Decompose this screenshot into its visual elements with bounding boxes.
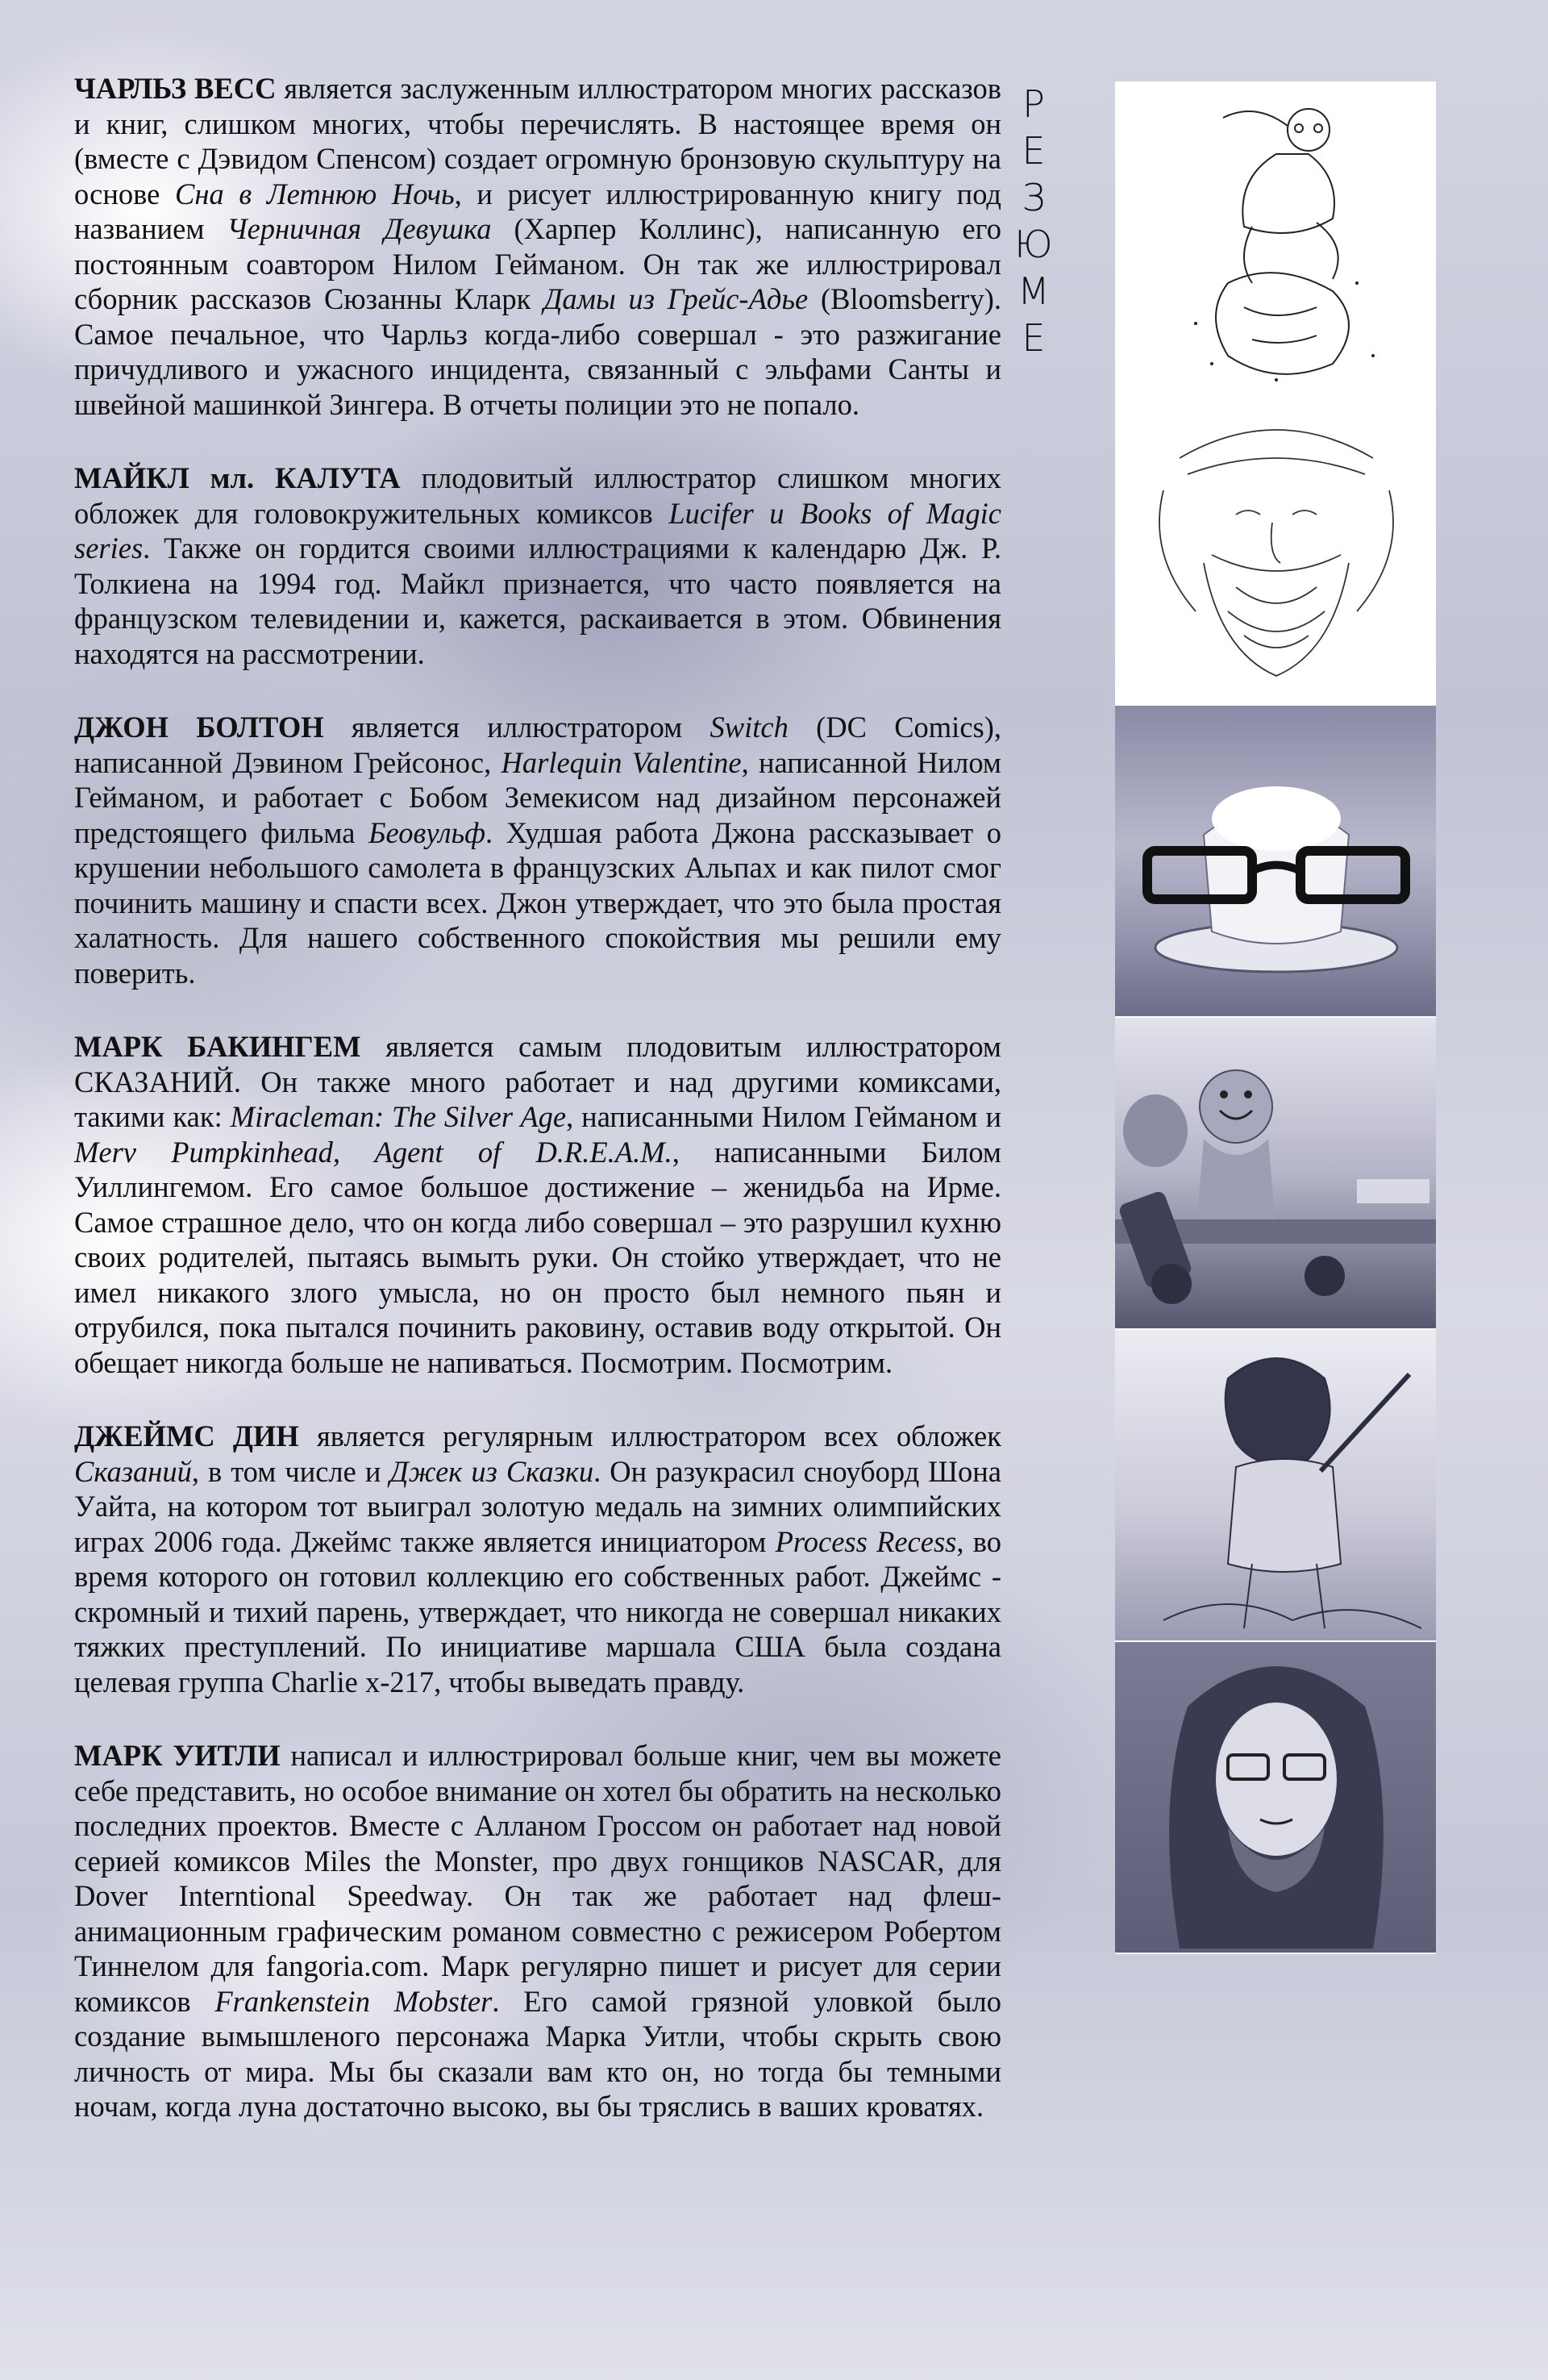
title-letter: Р [1022,82,1045,126]
bio-artist-name: МАЙКЛ мл. КАЛУТА [74,461,401,494]
bio-work-title: Черничная Девушка [227,212,492,245]
bio-text: является иллюстратором [323,711,710,744]
bio-text: , написанными Нилом Гейманом и [566,1100,1002,1133]
bio-text: . Худшая работа Джона рассказывает о крушении небольшого самолета в французских Альпах и как пилот смог починить машину и спасти всех. Джон утверждает, что это была простая халатность. Для нашего собственного спокойствия мы решили ему поверить. [74,815,1001,990]
portrait-mark-wheatley [1115,1642,1436,1954]
bio-artist-name: ЧАРЛЬЗ ВЕСС [74,72,277,105]
title-letter: Е [1022,129,1046,173]
bio-artist-name: МАРК БАКИНГЕМ [74,1030,361,1063]
bio-text: , и рисует иллюстрированную книгу под названием [74,177,1001,245]
bio-text: . Его самой грязной уловкой было создание вымышленого персонажа Марка Уитли, чтобы скрыть свою личность от мира. Мы бы сказали вам кто он, но тогда бы темными ночам, когда луна достаточно высоко, вы бы тряслись в ваших кроватях. [74,1984,1001,2123]
sketch-bearded-man-icon [1115,394,1436,704]
bio-text: плодовитый иллюстратор слишком многих обложек для головокружительных комиксов [74,461,1001,530]
bio-paragraph [74,1029,1001,1380]
title-letter: Е [1022,316,1046,360]
bio-text: (Харпер Коллинс), написанную его постоянным соавтором Нилом Гейманом. Он так же иллюстрировал сборник рассказов Сюзанны Кларк [74,212,1001,315]
bio-work-title: Process Recess [775,1524,957,1558]
bio-work-title: Джек из Сказки [389,1454,594,1488]
bio-text: , в том числе и [191,1454,390,1488]
bio-artist-name: ДЖОН БОЛТОН [74,711,324,744]
bio-work-title: Дамы из Грейс-Адье [543,282,809,315]
bio-text: является заслуженным иллюстратором многих рассказов и книг, слишком многих, чтобы перечислять. В настоящее время он (вместе с Дэвидом Спенсом) создает огромную бронзовую скульптуру на основе [74,72,1001,210]
bio-paragraph [74,1738,1001,2124]
bio-paragraph [74,1419,1001,1699]
bio-text: является самым плодовитым иллюстратором СКАЗАНИЙ. Он также много работает и над другими комиксами, такими как: [74,1030,1001,1133]
bio-paragraph [74,461,1001,671]
bio-text: , написанными Билом Уиллингемом. Его самое большое достижение – женидьба на Ирме. Самое страшное дело, что он когда либо совершал – это разрушил кухню своих родителей, пытаясь вымыть руки. Он стойко утверждает, что не имел никакого злого умысла, но он просто был немного пьян и отрубился, пока пытался починить раковину, оставив воду открытой. Он обещает никогда больше не напиваться. Посмотрим. Посмотрим. [74,1135,1002,1379]
teacup-glasses-photo-icon [1115,706,1436,1016]
title-letter: Ю [1014,223,1053,266]
portrait-michael-kaluta [1115,394,1436,706]
bio-paragraph [74,71,1001,422]
bio-text: , во время которого он готовил коллекцию его собственных работ. Джеймс - скромный и тихий парень, утверждает, что никогда не совершал никаких тяжких преступлений. По инициативе маршала США была создана целевая группа Charlie x-217, чтобы выведать правду. [74,1524,1001,1699]
bio-artist-name: МАРК УИТЛИ [74,1739,281,1772]
bio-text: . Он разукрасил сноуборд Шона Уайта, на котором тот выиграл золотую медаль на зимних олимпийских играх 2006 года. Джеймс также является инициатором [74,1454,1001,1558]
bio-paragraph [74,710,1001,990]
bio-text: является регулярным иллюстратором всех обложек [298,1419,1001,1453]
portrait-john-bolton [1115,706,1436,1018]
title-letter: М [1017,269,1050,313]
bio-work-title: Сна в Летнюю Ночь [175,177,455,210]
page-title-vertical [1009,81,1058,361]
drawn-long-hair-man-icon [1115,1642,1436,1953]
title-letter: З [1022,176,1046,219]
bio-text: . Также он гордится своими иллюстрациями к календарю Дж. Р. Толкиена на 1994 год. Майкл признается, что часто появляется на французском телевидении и, кажется, раскаивается в этом. Обвинения находятся на рассмотрении. [74,531,1001,670]
bio-work-title: Lucifer и Books of Magic series [74,496,1001,565]
bio-artist-name: ДЖЕЙМС ДИН [74,1419,299,1453]
sketch-boy-guitar-icon [1115,1330,1436,1640]
portrait-mark-buckingham [1115,1018,1436,1330]
toy-figures-photo-icon [1115,1018,1436,1328]
bios-column [74,71,1001,2163]
bio-work-title: Frankenstein Mobster [214,1984,493,2018]
bio-work-title: Merv Pumpkinhead, Agent of D.R.E.A.M. [74,1135,672,1169]
portrait-strip [1115,81,1436,2248]
sketch-fairy-figure-icon [1115,81,1436,392]
bio-work-title: Беовульф [368,815,486,849]
bio-text: написал и иллюстрировал больше книг, чем вы можете себе представить, но особое внимание он хотел бы обратить на несколько последних проектов. Вместе с Алланом Гроссом он работает над новой серией комиксов Miles the Monster, про двух гонщиков NASCAR, для Dover Interntional Speedway. Он так же работает над флеш-анимационным графическим романом совместно с режисером Робертом Тиннелом для fangoria.com. Марк регулярно пишет и рисует для серии комиксов [74,1739,1001,2018]
bio-work-title: Switch [710,711,789,744]
portrait-james-jean [1115,1330,1436,1642]
bio-text: (DC Comics), написанной Дэвином Грейсонос, [74,711,1002,779]
bio-work-title: Сказаний [74,1454,192,1488]
bio-work-title: Harlequin Valentine [501,745,742,779]
bio-text: (Bloomsberry). Самое печальное, что Чарльз когда-либо совершал - это разжигание причудливого и ужасного инцидента, связанный с эльфами Санты и швейной машинкой Зингера. В отчеты полиции это не попало. [74,282,1001,421]
bio-text: , написанной Нилом Гейманом, и работает с Бобом Земекисом над дизайном персонажей предстоящего фильма [74,745,1001,849]
portrait-charles-vess [1115,81,1436,394]
bio-work-title: Miracleman: The Silver Age [230,1100,567,1133]
